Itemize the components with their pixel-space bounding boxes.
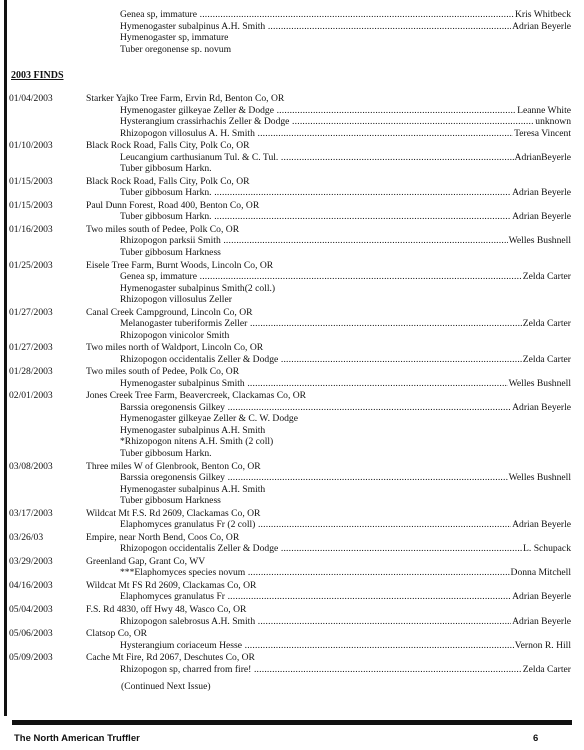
footer-rule: [12, 720, 572, 725]
finder-name: Welles Bushnell: [508, 235, 571, 247]
find-date: 05/09/2003: [9, 652, 53, 664]
finder-name: AdrianBeyerle: [514, 151, 571, 163]
species-name: Barssia oregonensis Gilkey .....: [120, 402, 542, 414]
find-location: Paul Dunn Forest, Road 400, Benton Co, OR: [86, 199, 260, 211]
find-entry-header: [0, 307, 584, 319]
find-date: 03/17/2003: [9, 507, 53, 519]
species-line: [0, 21, 584, 33]
species-line: [0, 32, 584, 44]
species-name: Tuber gibbosum Harkness: [120, 495, 221, 506]
finder-name: Leanne White: [517, 104, 571, 116]
species-line: [0, 640, 584, 652]
species-line: [0, 543, 584, 555]
species-line: [0, 211, 584, 223]
finder-name: Zelda Carter: [522, 353, 571, 365]
find-location: Two miles north of Waldport, Lincoln Co, OR: [86, 342, 264, 354]
species-line: [0, 664, 584, 676]
species-line: [0, 591, 584, 603]
species-name: Hymenogaster subalpinus Smith(2 coll.): [120, 282, 276, 294]
species-name: Elaphomyces granulatus Fr (2 coll) .....: [120, 519, 542, 531]
species-name: Tuber oregonense sp. novum: [120, 43, 232, 55]
find-date: 03/08/2003: [9, 460, 53, 472]
finder-name: Adrian Beyerle: [512, 591, 571, 603]
finder-name: unknown: [535, 116, 571, 127]
species-name: Genea sp, immature .....: [120, 271, 542, 283]
find-date: 03/26/03: [9, 531, 44, 543]
species-name: Tuber gibbosum Harkn.: [120, 447, 212, 459]
find-date: 04/16/2003: [9, 579, 53, 591]
find-date: 01/25/2003: [9, 259, 53, 271]
species-name: Tuber gibbosum Harkness: [120, 246, 221, 258]
species-line: [0, 271, 584, 283]
finder-name: Adrian Beyerle: [512, 615, 571, 627]
species-name: Melanogaster tuberiformis Zeller .....: [120, 318, 542, 330]
find-entry-header: [0, 508, 584, 520]
find-date: 01/10/2003: [9, 140, 53, 152]
species-name: Hymenogaster gilkeyae Zeller & C. W. Dodge: [120, 413, 298, 425]
species-line: [0, 283, 584, 295]
finder-name: Zelda Carter: [522, 663, 571, 675]
find-entry-header: [0, 580, 584, 592]
find-location: Wildcat Mt F.S. Rd 2609, Clackamas Co, OR: [86, 507, 261, 519]
species-line: [0, 105, 584, 117]
species-line: [0, 187, 584, 199]
species-line: [0, 495, 584, 507]
species-line: [0, 402, 584, 414]
species-name: Rhizopogon occidentalis Zeller & Dodge .....: [120, 543, 542, 555]
find-date: 01/15/2003: [9, 175, 53, 187]
find-location: Two miles south of Pedee, Polk Co, OR: [86, 366, 240, 378]
finder-name: Zelda Carter: [522, 318, 571, 330]
find-location: Two miles south of Pedee, Polk Co, OR: [86, 223, 240, 235]
finder-name: Teresa Vincent: [514, 127, 571, 139]
find-entry-header: [0, 604, 584, 616]
species-line: [0, 116, 584, 128]
finder-name: Vernon R. Hill: [514, 639, 571, 651]
species-name: Hymenogaster subalpinus A.H. Smith: [120, 483, 266, 495]
finder-name: Welles Bushnell: [508, 377, 571, 389]
find-location: Cache Mt Fire, Rd 2067, Deschutes Co, OR: [86, 652, 255, 664]
species-line: [0, 152, 584, 164]
page-number: 6: [533, 733, 539, 744]
find-entry-header: [0, 224, 584, 236]
species-name: Hymenogaster sp, immature: [120, 32, 229, 43]
find-entry-header: [0, 176, 584, 188]
find-entry-header: [0, 366, 584, 378]
species-line: [0, 318, 584, 330]
species-name: Tuber gibbosum Harkn. .....: [120, 211, 542, 223]
species-name: *Rhizopogon nitens A.H. Smith (2 coll): [120, 436, 274, 448]
species-line: [0, 44, 584, 56]
species-line: [0, 448, 584, 460]
find-location: Starker Yajko Tree Farm, Ervin Rd, Benton Co, OR: [86, 93, 285, 104]
species-line: [0, 247, 584, 259]
find-entry-header: [0, 532, 584, 544]
species-line: [0, 519, 584, 531]
species-name: Tuber gibbosum Harkn. .....: [120, 187, 542, 199]
find-location: Wildcat Mt FS Rd 2609, Clackamas Co, OR: [86, 579, 257, 591]
find-location: Canal Creek Campground, Lincoln Co, OR: [86, 306, 253, 318]
find-date: 02/01/2003: [9, 390, 53, 402]
species-line: [0, 484, 584, 496]
find-entry-header: [0, 200, 584, 212]
find-date: 01/27/2003: [9, 342, 53, 354]
species-name: Hysterangium crassirhachis Zeller & Dodge .....: [120, 116, 542, 128]
species-name: Hymenogaster gilkeyae Zeller & Dodge .....: [120, 105, 542, 117]
species-line: [0, 128, 584, 140]
find-date: 01/04/2003: [9, 93, 53, 104]
find-entry-header: [0, 342, 584, 354]
species-name: Hymenogaster subalpinus A.H. Smith .....: [120, 21, 542, 33]
species-line: [0, 567, 584, 579]
species-line: [0, 378, 584, 390]
find-location: Jones Creek Tree Farm, Beavercreek, Clackamas Co, OR: [86, 390, 307, 402]
find-entry-header: [0, 390, 584, 402]
find-date: 03/29/2003: [9, 555, 53, 567]
species-name: Barssia oregonensis Gilkey .....: [120, 472, 542, 484]
finder-name: Adrian Beyerle: [512, 519, 571, 531]
species-line: [0, 9, 584, 21]
find-date: 01/16/2003: [9, 223, 53, 235]
species-name: Tuber gibbosum Harkn.: [120, 163, 212, 175]
species-name: Leucangium carthusianum Tul. & C. Tul. .....: [120, 152, 542, 164]
species-name: Rhizopogon vinicolor Smith: [120, 329, 230, 341]
find-entry-header: [0, 140, 584, 152]
species-name: Rhizopogon villosulus Zeller: [120, 294, 232, 305]
find-location: Eisele Tree Farm, Burnt Woods, Lincoln Co, OR: [86, 259, 274, 271]
find-date: 05/04/2003: [9, 604, 53, 615]
find-date: 01/28/2003: [9, 366, 53, 378]
species-line: [0, 354, 584, 366]
finder-name: Zelda Carter: [522, 271, 571, 282]
finder-name: Adrian Beyerle: [512, 20, 571, 32]
species-name: Rhizopogon salebrosus A.H. Smith .....: [120, 616, 542, 628]
find-location: Three miles W of Glenbrook, Benton Co, OR: [86, 460, 261, 472]
finder-name: Adrian Beyerle: [512, 401, 571, 413]
species-name: ***Elaphomyces species novum .....: [120, 567, 542, 579]
finder-name: Welles Bushnell: [508, 472, 571, 483]
species-line: [0, 330, 584, 342]
find-location: Empire, near North Bend, Coos Co, OR: [86, 531, 240, 543]
species-name: Rhizopogon parksii Smith .....: [120, 235, 542, 247]
species-line: [0, 616, 584, 628]
species-name: Elaphomyces granulatus Fr .....: [120, 591, 542, 603]
find-entry-header: [0, 556, 584, 568]
species-line: [0, 472, 584, 484]
find-entry-header: [0, 260, 584, 272]
finder-name: L. Schupack: [523, 543, 571, 555]
species-line: [0, 235, 584, 247]
species-name: Rhizopogon villosulus A. H. Smith .....: [120, 128, 542, 140]
species-name: Genea sp, immature .....: [120, 9, 542, 21]
species-name: Hymenogaster subalpinus Smith .....: [120, 378, 542, 390]
footer-title: The North American Truffler: [14, 733, 140, 744]
find-location: Black Rock Road, Falls City, Polk Co, OR: [86, 140, 250, 152]
find-location: Black Rock Road, Falls City, Polk Co, OR: [86, 175, 250, 187]
species-line: [0, 436, 584, 448]
species-name: Rhizopogon sp, charred from fire! .....: [120, 664, 542, 676]
find-entry-header: [0, 652, 584, 664]
species-line: [0, 163, 584, 175]
species-line: [0, 413, 584, 425]
species-name: Hysterangium coriaceum Hesse .....: [120, 640, 542, 652]
finder-name: Adrian Beyerle: [512, 187, 571, 199]
species-line: [0, 294, 584, 306]
find-location: Greenland Gap, Grant Co, WV: [86, 555, 206, 567]
find-date: 01/15/2003: [9, 199, 53, 211]
find-location: Clatsop Co, OR: [86, 628, 148, 640]
finder-name: Donna Mitchell: [510, 567, 571, 579]
find-entry-header: [0, 628, 584, 640]
species-name: Rhizopogon occidentalis Zeller & Dodge .....: [120, 354, 542, 366]
finder-name: Adrian Beyerle: [512, 211, 571, 223]
find-location: F.S. Rd 4830, off Hwy 48, Wasco Co, OR: [86, 604, 247, 615]
continued-note: (Continued Next Issue): [121, 681, 211, 692]
find-date: 05/06/2003: [9, 628, 53, 640]
species-line: [0, 425, 584, 437]
find-date: 01/27/2003: [9, 306, 53, 318]
find-entry-header: [0, 93, 584, 105]
finder-name: Kris Whitbeck: [514, 9, 571, 20]
find-entry-header: [0, 461, 584, 473]
species-name: Hymenogaster subalpinus A.H. Smith: [120, 424, 266, 436]
section-heading: 2003 FINDS: [11, 70, 64, 81]
